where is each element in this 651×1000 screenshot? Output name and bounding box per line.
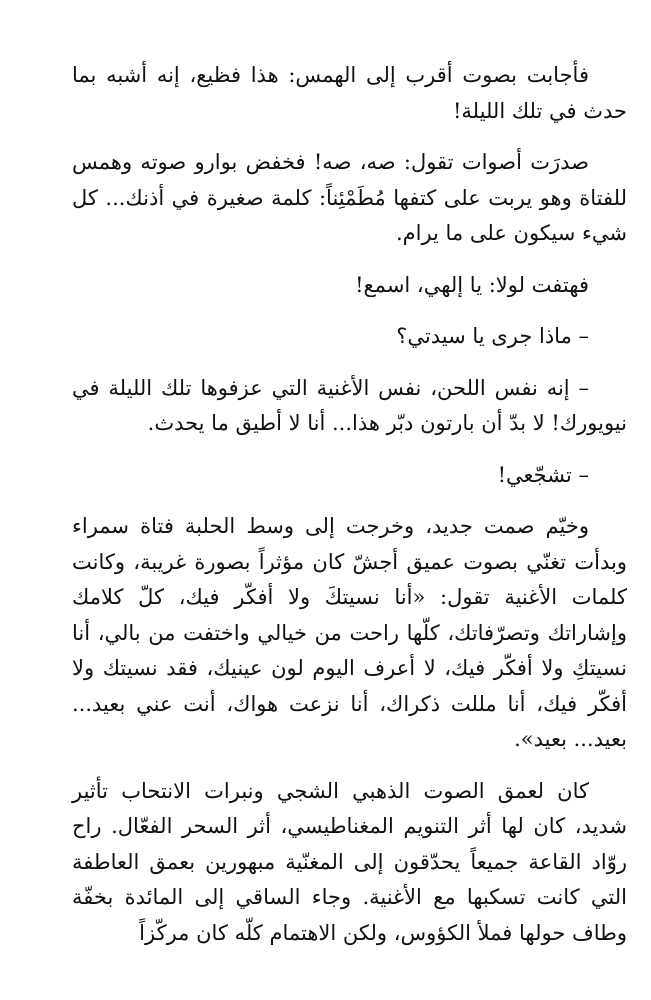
paragraph: فأجابت بصوت أقرب إلى الهمس: هذا فظيع، إنه أشبه بما حدث في تلك الليلة! (72, 63, 627, 123)
book-page (72, 58, 627, 951)
dialogue-line: – تشجّعي! (497, 462, 589, 487)
dialogue-line: – ماذا جرى يا سيدتي؟ (396, 324, 589, 348)
paragraph: كان لعمق الصوت الذهبي الشجي ونبرات الانتحاب تأثير شديد، كان لها أثر التنويم المغناطيسي، أثر السحر الفعّال. راح روّاد القاعة جميعاً يحدّقون إلى المغنّية مبهورين بعمق العاطفة التي كانت تسكبها مع الأغنية. وجاء الساقي إلى المائدة بخفّة وطاف حولها فملأ الكؤوس، ولكن الاهتمام كلّه كان مركّزاً (72, 778, 627, 945)
paragraph: صدرَت أصوات تقول: صه، صه! فخفض بوارو صوته وهمس للفتاة وهو يربت على كتفها مُطَمْئِناً: كلمة صغيرة في أذنك... كل شيء سيكون على ما يرام. (72, 150, 627, 245)
paragraph: وخيّم صمت جديد، وخرجت إلى وسط الحلبة فتاة سمراء وبدأت تغنّي بصوت عميق أجشّ كان مؤثراً بصورة غريبة، وكانت كلمات الأغنية تقول: «أنا نسيتكَ ولا أفكّر فيك، كلّ كلامك وإشاراتك وتصرّفاتك، كلّها راحت من خيالي واختفت من بالي، أنا نسيتكِ ولا أفكّر فيك، لا أعرف اليوم لون عينيك، فقد نسيتك ولا أفكّر فيك، أنا مللت ذكراك، أنا نزعت هواك، أنت عني بعيد... بعيد... بعيد». (72, 514, 627, 751)
dialogue-line: – إنه نفس اللحن، نفس الأغنية التي عزفوها تلك الليلة في نيويورك! لا بدّ أن بارتون دبّر هذا... أنا لا أطيق ما يحدث. (72, 375, 627, 435)
paragraph: فهتفت لولا: يا إلهي، اسمع! (355, 272, 589, 297)
